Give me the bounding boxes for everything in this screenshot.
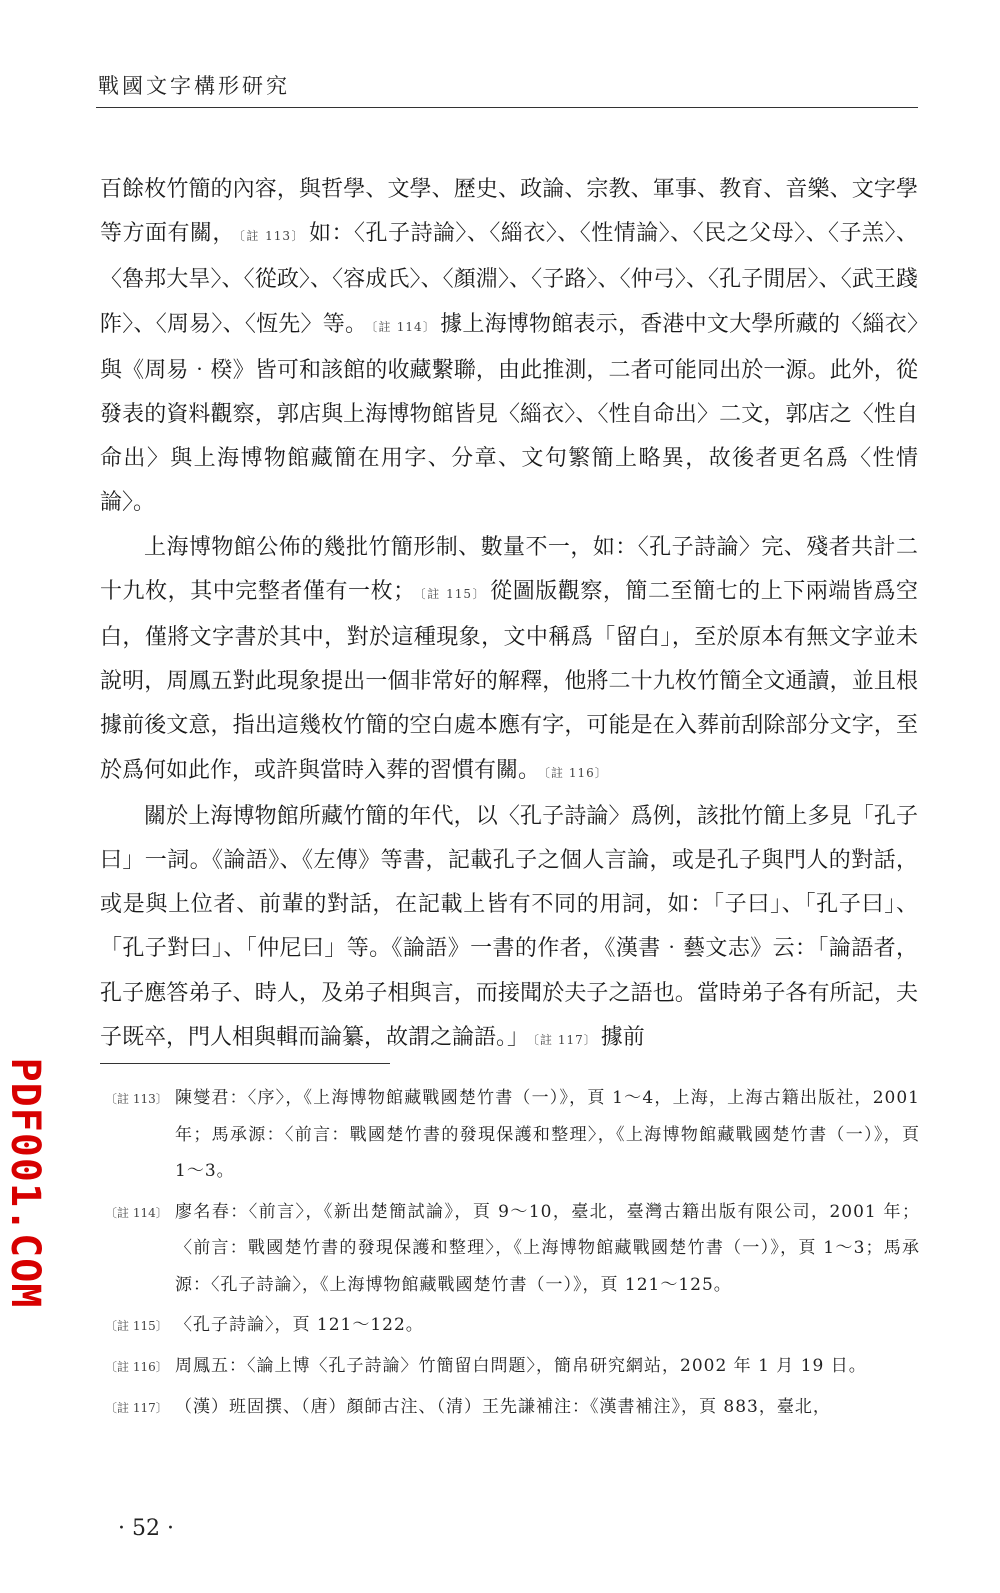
paragraph-1-text-a: 百餘枚竹簡的內容，與哲學、文學、歷史、政論、宗教、軍事、教育、音樂、文字學等方面有關，	[100, 177, 918, 247]
footnote-mark: 〔註 116〕	[105, 1360, 168, 1374]
footnote-117	[105, 1389, 920, 1426]
footnote-mark: 〔註 114〕	[105, 1205, 168, 1220]
paragraph-1-text-b: 如：〈孔子詩論〉、〈緇衣〉、〈性情論〉、〈民之父母〉、〈子羔〉、〈魯邦大旱〉、〈從政〉、〈容成氏〉、〈顏淵〉、〈子路〉、〈仲弓〉、〈孔子閒居〉、〈武王踐阼〉、〈周易〉、〈恆先〉等。	[100, 221, 918, 337]
watermark-text: PDF001.COM	[2, 1057, 48, 1309]
page-number: · 52 ·	[118, 1516, 174, 1541]
main-text	[100, 168, 918, 1062]
paragraph-1-text-c: 據上海博物館表示，香港中文大學所藏的〈緇衣〉與《周易‧楑》皆可和該館的收藏繫聯，由此推測，二者可能同出於一源。此外，從發表的資料觀察，郭店與上海博物館皆見〈緇衣〉、〈性自命出〉二文，郭店之〈性自命出〉與上海博物館藏簡在用字、分章、文句繁簡上略異，故後者更名爲〈性情論〉。	[100, 311, 918, 516]
footnote-ref-113[interactable]: 〔註 113〕	[238, 229, 306, 244]
footnote-116	[105, 1348, 920, 1385]
footnote-text: 廖名春：〈前言〉，《新出楚簡試論》，頁 9～10，臺北，臺灣古籍出版有限公司，2001 年；〈前言：戰國楚竹書的發現保護和整理〉，《上海博物館藏戰國楚竹書（一）》，頁 1～3；馬承源：〈孔子詩論〉，《上海博物館藏戰國楚竹書（一）》，頁 121～125。	[175, 1201, 920, 1295]
paragraph-2	[100, 526, 918, 795]
footnote-mark: 〔註 113〕	[105, 1092, 168, 1106]
footnote-mark: 〔註 115〕	[105, 1319, 168, 1333]
footnote-113	[105, 1080, 920, 1190]
footnote-ref-115[interactable]: 〔註 115〕	[419, 586, 487, 601]
footnote-114	[105, 1194, 920, 1304]
paragraph-3-text-b: 據前	[600, 1024, 645, 1050]
paragraph-2-text-a: 上海博物館公佈的幾批竹簡形制、數量不一，如：〈孔子詩論〉完、殘者共計二十九枚，其中完整者僅有一枚；	[100, 534, 918, 604]
footnote-ref-116[interactable]: 〔註 116〕	[544, 765, 608, 780]
footnote-text: 陳燮君：〈序〉，《上海博物館藏戰國楚竹書（一）》，頁 1～4，上海，上海古籍出版社，2001 年；馬承源：〈前言：戰國楚竹書的發現保護和整理〉，《上海博物館藏戰國楚竹書（一）》，頁 1～3。	[175, 1088, 920, 1181]
footnote-rule	[100, 1063, 390, 1064]
paragraph-3-text-a: 關於上海博物館所藏竹簡的年代，以〈孔子詩論〉爲例，該批竹簡上多見「孔子曰」一詞。《論語》、《左傳》等書，記載孔子之個人言論，或是孔子與門人的對話，或是與上位者、前輩的對話，在記載上皆有不同的用詞，如：「子曰」、「孔子曰」、「孔子對曰」、「仲尼曰」等。《論語》一書的作者，《漢書‧藝文志》云：「論語者，孔子應答弟子、時人，及弟子相與言，而接聞於夫子之語也。當時弟子各有所記，夫子既卒，門人相與輯而論纂，故謂之論語。」	[100, 803, 918, 1050]
watermark	[2, 1057, 48, 1309]
footnote-text: 周鳳五：〈論上博〈孔子詩論〉竹簡留白問題〉，簡帛研究網站，2002 年 1 月 19 日。	[175, 1356, 867, 1376]
paragraph-3	[100, 795, 918, 1062]
running-head-title: 戰國文字構形研究	[98, 74, 290, 98]
footnotes	[105, 1080, 920, 1430]
paragraph-2-text-b: 從圖版觀察，簡二至簡七的上下兩端皆爲空白，僅將文字書於其中，對於這種現象，文中稱爲「留白」，至於原本有無文字並未說明，周鳳五對此現象提出一個非常好的解釋，他將二十九枚竹簡全文通讀，並且根據前後文意，指出這幾枚竹簡的空白處本應有字，可能是在入葬前刮除部分文字，至於爲何如此作，或許與當時入葬的習慣有關。	[100, 578, 918, 783]
header-rule	[96, 107, 918, 108]
paragraph-1	[100, 168, 918, 526]
footnote-mark: 〔註 117〕	[105, 1401, 168, 1415]
footnote-115	[105, 1307, 920, 1344]
footnote-ref-114[interactable]: 〔註 114〕	[371, 319, 437, 334]
footnote-text: （漢）班固撰、（唐）顏師古注、（清）王先謙補注：《漢書補注》，頁 883，臺北，	[175, 1397, 831, 1417]
footnote-text: 〈孔子詩論〉，頁 121～122。	[175, 1315, 424, 1335]
footnote-ref-117[interactable]: 〔註 117〕	[533, 1032, 597, 1047]
